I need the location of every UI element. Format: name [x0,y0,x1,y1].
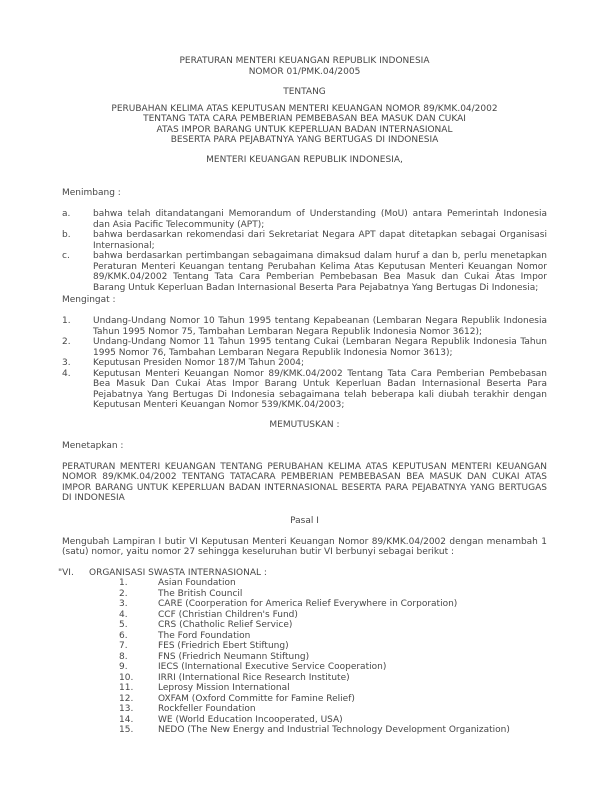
organization-name: Rockfeller Foundation [158,704,256,714]
mengingat-item-marker: 1. [62,316,71,326]
menimbang-item-marker: c. [62,251,70,261]
organization-name: WE (World Education Incooperated, USA) [158,714,343,725]
menimbang-item [62,251,547,293]
menetapkan-label: Menetapkan : [62,440,124,451]
organization-number: 7. [119,641,128,651]
organization-number: 1. [119,578,128,588]
mengingat-item [62,316,547,337]
organization-list [62,578,547,736]
document-title-block [62,56,547,77]
mengingat-item-marker: 2. [62,337,71,347]
pasal-1-intro: Mengubah Lampiran I butir VI Keputusan Menteri Keuangan Nomor 89/KMK.04/2002 dengan menambah 1 (satu) nomor, yaitu nomor 27 sehingga keseluruhan butir VI berbunyi sebagai berikut : [62,536,547,557]
organization-number: 5. [119,620,128,630]
organization-name: NEDO (The New Energy and Industrial Technology Development Organization) [158,725,510,735]
organization-name: FNS (Friedrich Neumann Stiftung) [158,651,310,662]
organization-number: 11. [119,683,134,693]
organization-name: IECS (International Executive Service Cooperation) [158,662,387,672]
menetapkan-paragraph: PERATURAN MENTERI KEUANGAN TENTANG PERUBAHAN KELIMA ATAS KEPUTUSAN MENTERI KEUANGAN NOMOR 89/KMK.04/2002 TENTANG TATACARA PEMBERIAN PEMBEBASAN BEA MASUK DAN CUKAI ATAS IMPOR BARANG UNTUK KEPERLUAN BADAN INTERNASIONAL BESERTA PARA PEJABATNYA YANG BERTUGAS DI INDONESIA [62,461,547,503]
mengingat-label: Mengingat : [62,295,116,305]
organization-item [62,610,547,621]
organization-number: 15. [119,725,134,735]
subject-line: TENTANG TATA CARA PEMBERIAN PEMBEBASAN BEA MASUK DAN CUKAI [143,114,466,124]
organization-item [62,694,547,705]
menimbang-label: Menimbang : [62,188,121,198]
organization-number: 10. [119,672,134,683]
organization-name: IRRI (International Rice Research Institute) [158,672,350,683]
menimbang-item-marker: a. [62,209,71,219]
document-subject-block [62,104,547,146]
organization-item [62,589,547,600]
organization-item [62,620,547,631]
mengingat-item [62,369,547,411]
organization-item [62,683,547,694]
organization-item [62,641,547,652]
organization-name: The British Council [158,588,243,599]
organization-item [62,715,547,726]
organization-item [62,725,547,736]
menimbang-item-marker: b. [62,230,71,240]
mengingat-item-text: Undang-Undang Nomor 10 Tahun 1995 tentang Kepabeanan (Lembaran Negara Republik Indonesia Tahun 1995 Nomor 75, Tambahan Lembaran Negara Republik Indonesia Nomor 3612); [93,316,547,337]
document-title-line1: PERATURAN MENTERI KEUANGAN REPUBLIK INDONESIA [179,56,430,66]
subject-line: PERUBAHAN KELIMA ATAS KEPUTUSAN MENTERI KEUANGAN NOMOR 89/KMK.04/2002 [111,103,498,114]
organization-name: CARE (Coorperation for America Relief Everywhere in Corporation) [158,599,458,609]
mengingat-item-text: Keputusan Menteri Keuangan Nomor 89/KMK.04/2002 Tentang Tata Cara Pemberian Pembebasan Bea Masuk Dan Cukai Atas Impor Barang Untuk Keperluan Badan Internasional Beserta Para Pejabatnya Yang Bertugas Di Indonesia sebagaimana telah beberapa kali diubah terakhir dengan Keputusan Menteri Keuangan Nomor 539/KMK.04/2003; [93,368,547,410]
organization-name: Leprosy Mission International [158,683,290,693]
organization-number: 9. [119,662,128,672]
clause-vi-heading-row [58,568,547,579]
organization-number: 12. [119,693,134,704]
menimbang-list [62,209,547,293]
subject-line: ATAS IMPOR BARANG UNTUK KEPERLUAN BADAN INTERNASIONAL [156,124,453,135]
mengingat-item-marker: 4. [62,368,71,379]
mengingat-item-text: Undang-Undang Nomor 11 Tahun 1995 tentang Cukai (Lembaran Negara Republik Indonesia Tahun 1995 Nomor 76, Tambahan Lembaran Negara Republik Indonesia Nomor 3613); [93,337,547,358]
organization-item [62,578,547,589]
organization-name: Asian Foundation [158,578,236,588]
mengingat-list [62,316,547,411]
menimbang-item-text: bahwa telah ditandatangani Memorandum of Understanding (MoU) antara Pemerintah Indonesia dan Asia Pacific Telecommunity (APT); [93,209,547,230]
subject-line: BESERTA PARA PEJABATNYA YANG BERTUGAS DI INDONESIA [170,135,439,145]
menimbang-item [62,230,547,251]
menimbang-item-text: bahwa berdasarkan rekomendasi dari Sekretariat Negara APT dapat ditetapkan sebagai Organisasi Internasional; [93,230,547,251]
menimbang-item-text: bahwa berdasarkan pertimbangan sebagaimana dimaksud dalam huruf a dan b, perlu menetapkan Peraturan Menteri Keuangan tentang Perubahan Kelima Atas Keputusan Menteri Keuangan Nomor 89/KMK.04/2002 Tentang Tata Cara Pemberian Pembebasan Bea Masuk dan Cukai Atas Impor Barang Untuk Keperluan Badan Internasional Beserta Para Pejabatnya Yang Bertugas Di Indonesia; [93,251,547,293]
organization-name: OXFAM (Oxford Committe for Famine Relief) [158,693,355,704]
organization-name: The Ford Foundation [158,630,251,641]
organization-number: 4. [119,609,128,620]
organization-item [62,631,547,642]
menimbang-item [62,209,547,230]
clause-vi-marker: "VI. [58,567,74,578]
organization-name: CCF (Christian Children's Fund) [158,609,298,620]
organization-item [62,599,547,610]
clause-vi-title: ORGANISASI SWASTA INTERNASIONAL : [89,567,267,578]
memutuskan-heading: MEMUTUSKAN : [269,419,340,430]
organization-name: CRS (Chatholic Relief Service) [158,620,293,630]
organization-number: 8. [119,651,128,662]
organization-name: FES (Friedrich Ebert Stiftung) [158,641,289,651]
pasal-1-title: Pasal I [290,515,319,526]
organization-item [62,673,547,684]
mengingat-item-text: Keputusan Presiden Nomor 187/M Tahun 2004; [93,358,305,368]
mengingat-item [62,358,547,369]
organization-number: 14. [119,714,134,725]
organization-number: 13. [119,704,134,714]
organization-item [62,704,547,715]
organization-item [62,652,547,663]
organization-number: 3. [119,599,128,609]
mengingat-item [62,337,547,358]
issuer-line: MENTERI KEUANGAN REPUBLIK INDONESIA, [206,154,403,165]
organization-number: 2. [119,588,128,599]
document-number: NOMOR 01/PMK.04/2005 [248,66,361,77]
tentang-heading: TENTANG [283,87,326,97]
organization-item [62,662,547,673]
mengingat-item-marker: 3. [62,358,71,368]
organization-number: 6. [119,630,128,641]
